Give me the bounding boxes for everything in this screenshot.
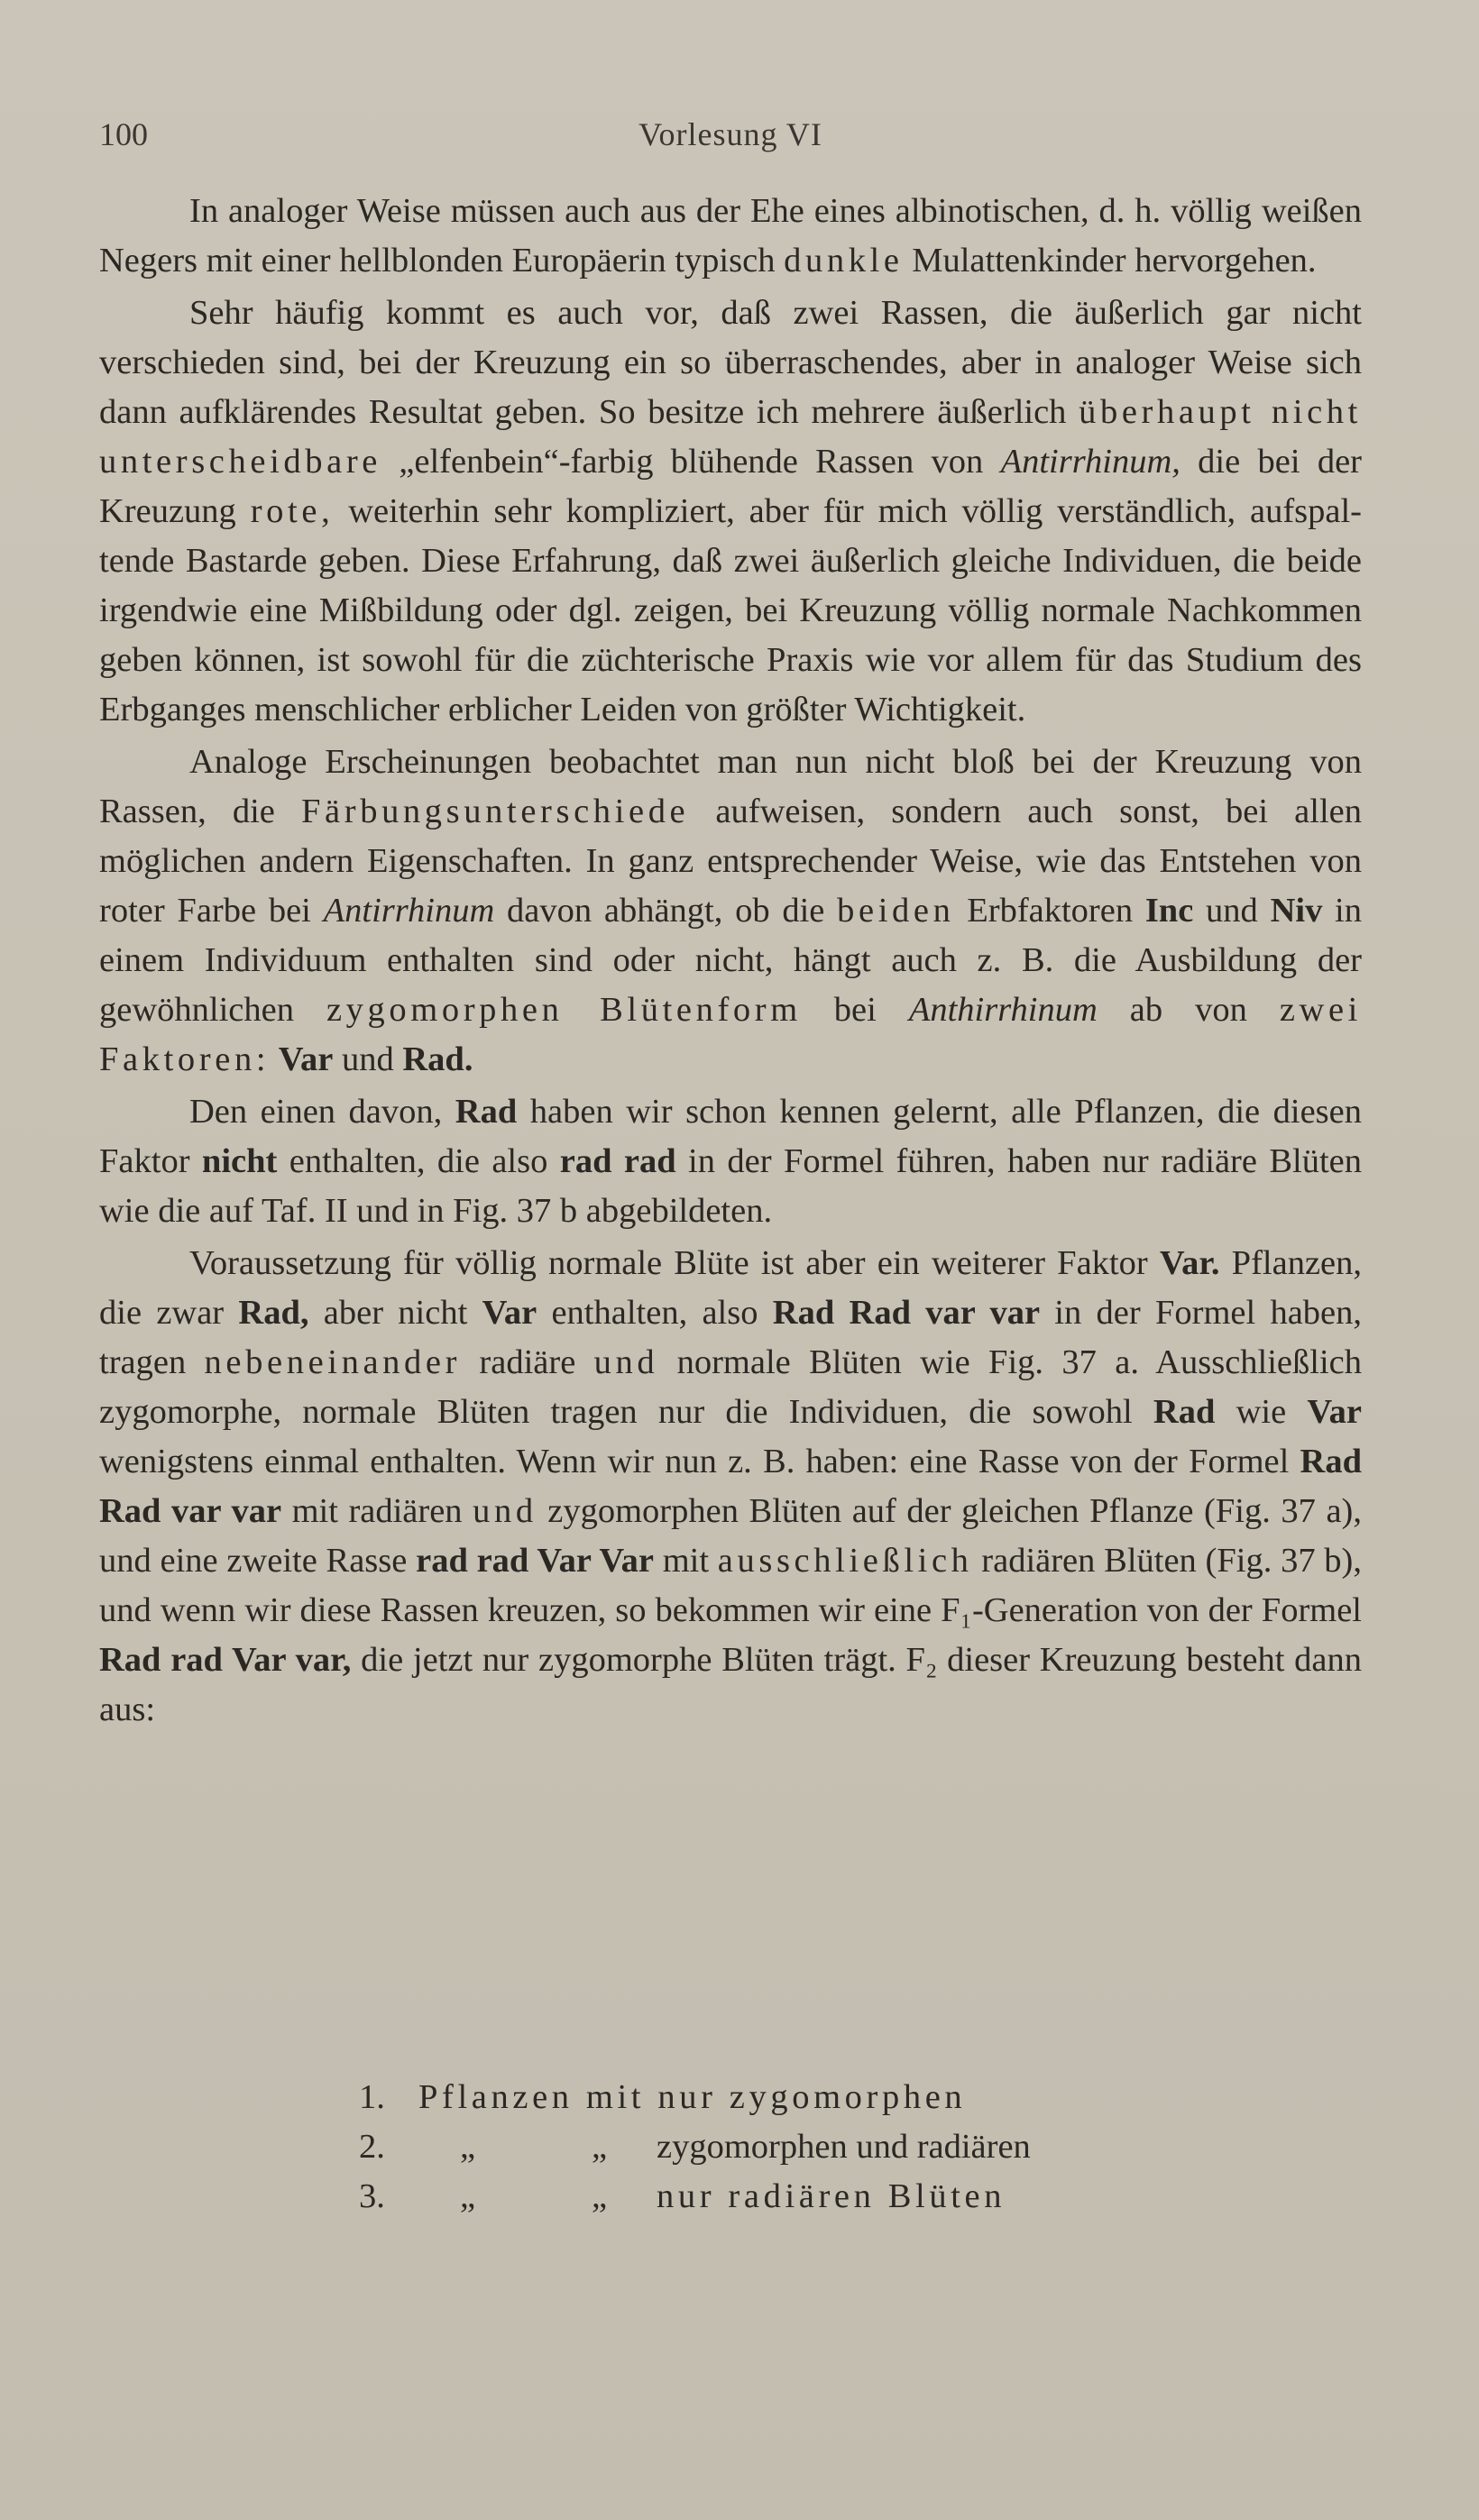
list-number: 1. xyxy=(359,2078,385,2116)
ditto-mark: „ xyxy=(460,2128,476,2166)
paragraph-4: Den einen davon, Rad haben wir schon kennen gelernt, alle Pflanzen, die diesen Faktor nicht enthalten, die also rad rad in der Formel führen, haben nur radiäre Blüten wie die auf Taf. II und in Fig. 37 b abgebildeten. xyxy=(99,1093,1363,1230)
list-text: nur radiären Blüten xyxy=(657,2177,1006,2215)
paragraph-2: Sehr häufig kommt es auch vor, daß zwei Rassen, die äußerlich gar nicht verschieden sind, bei der Kreuzung ein so überraschendes, aber in analoger Weise sich dann aufklärendes Resultat geben. So besitze ich mehrere äußerlich überhaupt nicht unterscheidbare „elfenbein“-farbig blühende Rassen von Antirrhinum, die bei der Kreuzung rote, weiterhin sehr kompliziert, aber für mich völlig verständlich, aufspaltende Bastarde geben. Diese Erfahrung, daß zwei äußerlich gleiche Individuen, die beide irgendwie eine Mißbildung oder dgl. zeigen, bei Kreuzung völlig normale Nachkommen geben können, ist sowohl für die züchterische Praxis wie vor allem für das Studium des Erbganges menschlicher erblicher Leiden von größter Wichtigkeit. xyxy=(99,294,1362,729)
paragraph-1: In analoger Weise müssen auch aus der Ehe eines albinotischen, d. h. völlig weißen Negers mit einer hellblonden Europäerin typisch dunkle Mulattenkinder hervorgehen. xyxy=(99,192,1362,279)
ditto-mark: „ xyxy=(592,2128,608,2166)
ditto-mark: „ xyxy=(592,2177,608,2215)
list-text: Pflanzen mit nur zygomorphen xyxy=(418,2078,967,2116)
body-text xyxy=(99,187,1362,1735)
paragraph-5: Voraussetzung für völlig normale Blüte ist aber ein weiterer Faktor Var. Pflanzen, die zwar Rad, aber nicht Var enthalten, also Rad Rad var var in der Formel haben, tragen nebeneinander radiäre und normale Blüten wie Fig. 37 a. Ausschließlich zygomorphe, normale Blüten tragen nur die Individuen, die sowohl Rad wie Var wenigstens einmal enthalten. Wenn wir nun z. B. haben: eine Rasse von der Formel Rad Rad var var mit radiären und zygomorphen Blüten auf der gleichen Pflanze (Fig. 37 a), und eine zweite Rasse rad rad Var Var mit ausschließlich radiären Blüten (Fig. 37 b), und wenn wir diese Rassen kreuzen, so bekommen wir eine F₁-Generation von der Formel Rad rad Var var, die jetzt nur zygomorphe Blüten trägt. F₂ dieser Kreuzung besteht dann aus: xyxy=(99,1244,1363,1728)
list-number: 3. xyxy=(359,2177,385,2215)
running-title: Vorlesung VI xyxy=(638,116,822,152)
page-number: 100 xyxy=(99,116,148,152)
paragraph-3: Analoge Erscheinungen beobachtet man nun nicht bloß bei der Kreuzung von Rassen, die Färbungsunterschiede aufweisen, sondern auch sonst, bei allen möglichen andern Eigenschaften. In ganz entsprechender Weise, wie das Entstehen von roter Farbe bei Antirrhinum davon abhängt, ob die beiden Erbfaktoren Inc und Niv in einem Individuum enthalten sind oder nicht, hängt auch z. B. die Ausbildung der gewöhnlichen zygomorphen Blütenform bei Anthirrhinum ab von zwei Faktoren: Var und Rad. xyxy=(99,743,1363,1078)
list-text: zygomorphen und radiären xyxy=(657,2128,1031,2166)
ditto-mark: „ xyxy=(460,2177,476,2215)
page-header xyxy=(99,115,1362,160)
list-number: 2. xyxy=(359,2128,385,2166)
